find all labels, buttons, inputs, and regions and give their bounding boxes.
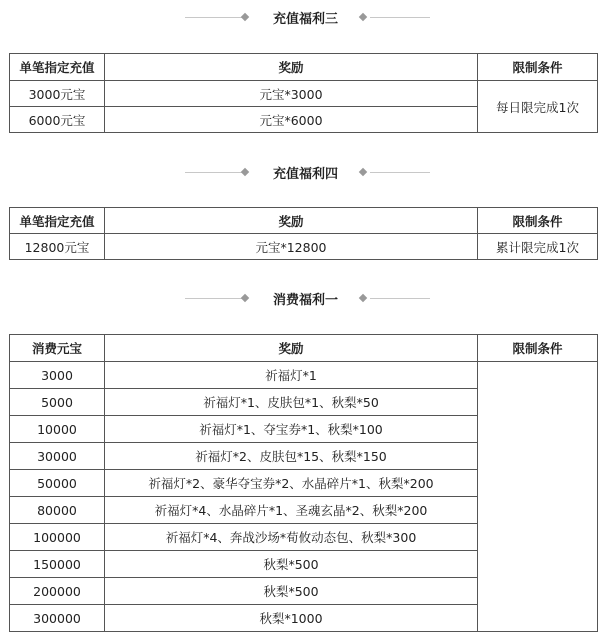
table-header-row: [10, 335, 598, 362]
table-row: [10, 81, 598, 107]
section-title-2: [0, 163, 611, 183]
header-amount: 单笔指定充值: [10, 208, 105, 234]
divider-line: [370, 298, 430, 299]
header-reward: 奖励: [105, 335, 478, 362]
table-header-row: [10, 208, 598, 234]
header-reward: 奖励: [105, 54, 478, 81]
cell-reward: 祈福灯*2、皮肤包*15、秋梨*150: [105, 443, 478, 470]
diamond-icon: [359, 13, 367, 21]
section-title-text: 消费福利一: [272, 293, 338, 308]
cell-reward: 秋梨*500: [105, 578, 478, 605]
diamond-icon: [241, 13, 249, 21]
consume-table: [9, 334, 598, 632]
divider-line: [185, 298, 245, 299]
cell-limit: 累计限完成1次: [478, 234, 598, 260]
cell-reward: 祈福灯*4、水晶碎片*1、圣魂玄晶*2、秋梨*200: [105, 497, 478, 524]
divider-line: [185, 172, 245, 173]
section-title-text: 充值福利四: [272, 167, 338, 182]
section-title-1: [0, 8, 611, 28]
table-header-row: [10, 54, 598, 81]
header-limit: 限制条件: [478, 335, 598, 362]
header-limit: 限制条件: [478, 208, 598, 234]
header-amount: 单笔指定充值: [10, 54, 105, 81]
cell-reward: 祈福灯*2、豪华夺宝券*2、水晶碎片*1、秋梨*200: [105, 470, 478, 497]
cell-limit: [478, 362, 598, 632]
diamond-icon: [359, 294, 367, 302]
cell-amount: 150000: [10, 551, 105, 578]
cell-amount: 100000: [10, 524, 105, 551]
cell-reward: 祈福灯*1、皮肤包*1、秋梨*50: [105, 389, 478, 416]
diamond-icon: [359, 168, 367, 176]
cell-amount: 10000: [10, 416, 105, 443]
divider-line: [370, 17, 430, 18]
table-row: [10, 234, 598, 260]
section-title-text: 充值福利三: [272, 12, 338, 27]
header-limit: 限制条件: [478, 54, 598, 81]
cell-reward: 元宝*3000: [105, 81, 478, 107]
table-row: [10, 362, 598, 389]
cell-reward: 祈福灯*1: [105, 362, 478, 389]
cell-amount: 300000: [10, 605, 105, 632]
cell-amount: 200000: [10, 578, 105, 605]
header-reward: 奖励: [105, 208, 478, 234]
cell-amount: 80000: [10, 497, 105, 524]
cell-amount: 3000元宝: [10, 81, 105, 107]
divider-line: [370, 172, 430, 173]
recharge-table-1: [9, 53, 598, 133]
diamond-icon: [241, 294, 249, 302]
cell-amount: 3000: [10, 362, 105, 389]
cell-reward: 祈福灯*4、奔战沙场*荀攸动态包、秋梨*300: [105, 524, 478, 551]
diamond-icon: [241, 168, 249, 176]
cell-reward: 祈福灯*1、夺宝券*1、秋梨*100: [105, 416, 478, 443]
cell-amount: 30000: [10, 443, 105, 470]
cell-amount: 50000: [10, 470, 105, 497]
section-title-3: [0, 289, 611, 309]
cell-reward: 秋梨*1000: [105, 605, 478, 632]
cell-reward: 元宝*6000: [105, 107, 478, 133]
cell-reward: 秋梨*500: [105, 551, 478, 578]
recharge-table-2: [9, 207, 598, 260]
cell-amount: 12800元宝: [10, 234, 105, 260]
divider-line: [185, 17, 245, 18]
cell-amount: 6000元宝: [10, 107, 105, 133]
header-amount: 消费元宝: [10, 335, 105, 362]
cell-amount: 5000: [10, 389, 105, 416]
cell-limit: 每日限完成1次: [478, 81, 598, 133]
cell-reward: 元宝*12800: [105, 234, 478, 260]
